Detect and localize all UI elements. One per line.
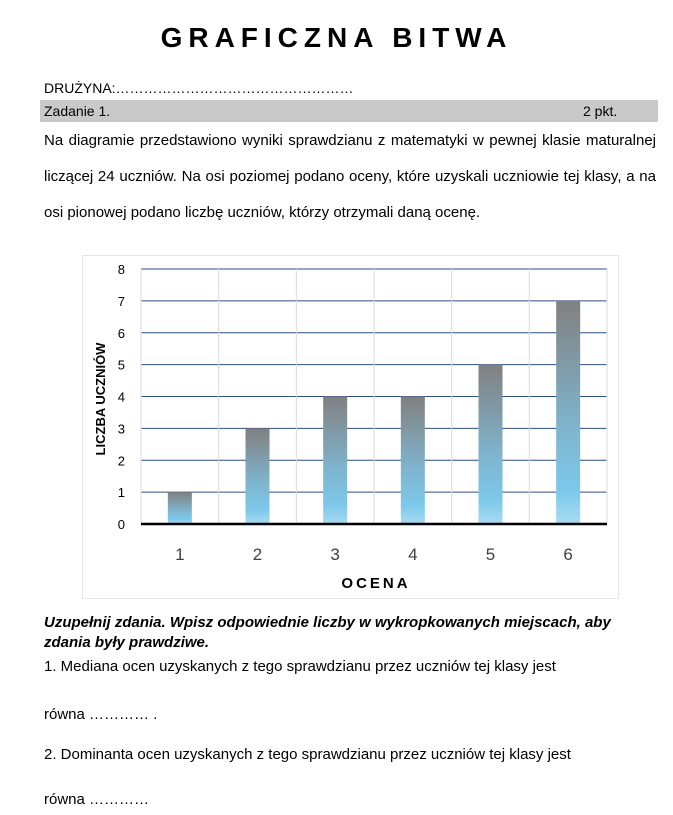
y-tick-label: 5: [117, 357, 125, 373]
question-2-text: 2. Dominanta ocen uzyskanych z tego sprawdzianu przez uczniów tej klasy jest: [44, 746, 571, 763]
y-tick-label: 4: [117, 389, 125, 405]
y-tick-label: 6: [117, 325, 125, 341]
bar: [401, 397, 425, 525]
page-title: GRAFICZNA BITWA: [160, 22, 513, 53]
x-tick-label: 4: [408, 545, 418, 564]
x-tick-label: 6: [563, 545, 573, 564]
y-tick-label: 3: [117, 421, 125, 437]
bar-chart-svg: [83, 256, 618, 598]
bar: [323, 397, 347, 525]
y-tick-label: 7: [117, 293, 125, 309]
x-tick-label: 2: [252, 545, 263, 564]
y-axis-label: LICZBA UCZNIÓW: [93, 342, 108, 456]
bar-chart: [82, 255, 619, 599]
bar: [168, 492, 192, 524]
y-tick-label: 2: [117, 453, 125, 469]
x-tick-label: 1: [175, 545, 185, 564]
task-header-bar: [40, 100, 658, 122]
question-1-text: 1. Mediana ocen uzyskanych z tego sprawdzianu przez uczniów tej klasy jest: [44, 658, 556, 675]
y-tick-label: 0: [117, 517, 125, 532]
question-2-answer: równa …………: [44, 791, 150, 808]
bar: [479, 365, 503, 524]
y-tick-label: 8: [117, 262, 125, 277]
team-field: DRUŻYNA:……………………………………………: [44, 80, 354, 96]
x-tick-label: 3: [330, 545, 340, 564]
bar: [556, 301, 580, 524]
task-name: Zadanie 1.: [44, 103, 111, 119]
instructions: Uzupełnij zdania. Wpisz odpowiednie liczby w wykropkowanych miejscach, aby zdania były prawdziwe.: [44, 614, 611, 651]
x-tick-label: 5: [485, 545, 496, 564]
question-1-answer: równa ………… .: [44, 706, 158, 723]
x-axis-label: OCENA: [341, 575, 411, 592]
bar: [246, 428, 270, 524]
y-tick-label: 1: [117, 485, 125, 501]
task-intro-text: Na diagramie przedstawiono wyniki sprawdzianu z matematyki w pewnej klasie maturalnej liczącej 24 uczniów. Na osi poziomej podano oceny, które uzyskali uczniowie tej klasy, a na osi pionowej podano liczbę uczniów, którzy otrzymali daną ocenę.: [44, 132, 656, 221]
task-points: 2 pkt.: [583, 103, 618, 119]
